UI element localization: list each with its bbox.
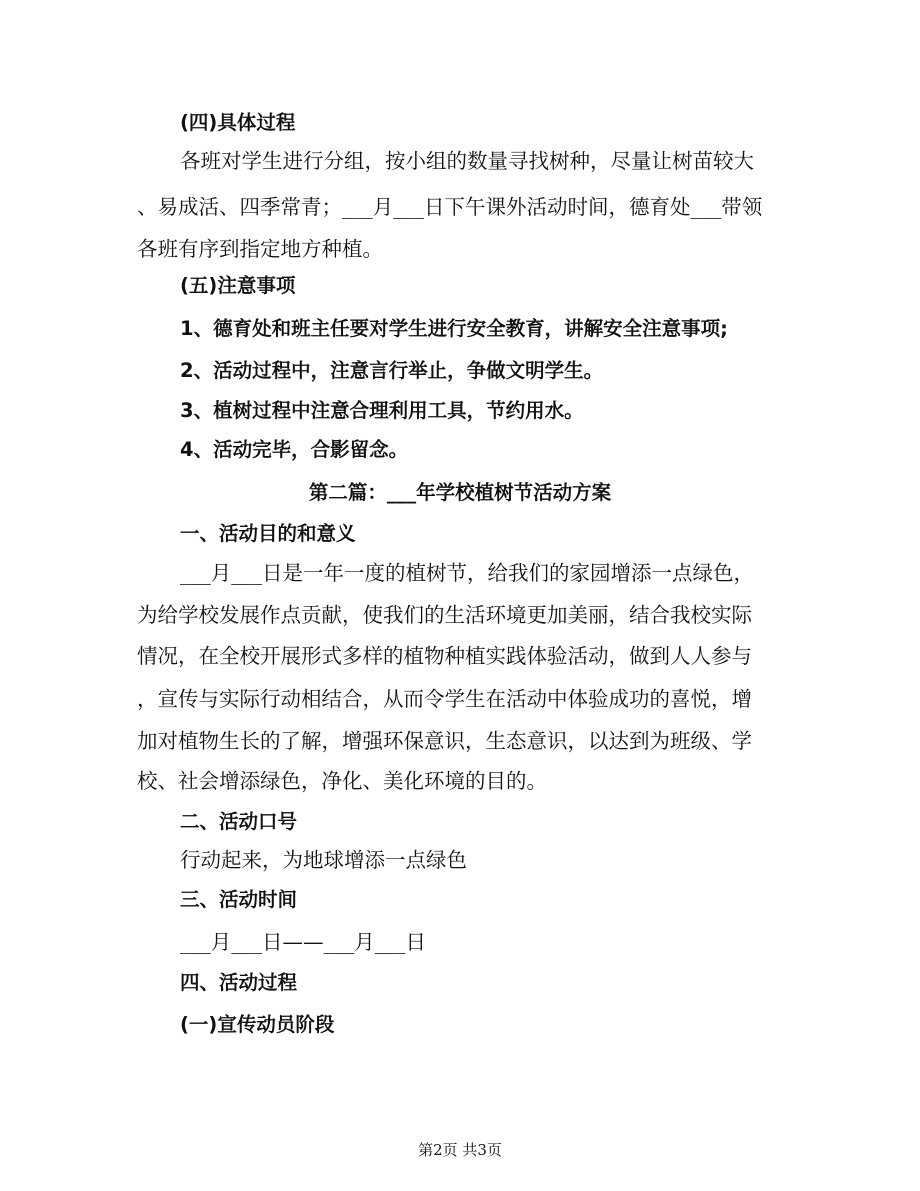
list-item: 3、植树过程中注意合理利用工具，节约用水。	[180, 399, 584, 422]
process-subheading: (一)宣传动员阶段	[180, 1013, 335, 1036]
part2-title: 第二篇：___年学校植树节活动方案	[308, 481, 612, 504]
slogan-heading: 二、活动口号	[180, 810, 298, 833]
paragraph-line: ___月___日是一年一度的植树节，给我们的家园增添一点绿色，	[180, 561, 754, 585]
purpose-heading: 一、活动目的和意义	[180, 522, 356, 545]
time-heading: 三、活动时间	[180, 888, 298, 911]
slogan-text: 行动起来，为地球增添一点绿色	[180, 848, 467, 872]
paragraph-line: 为给学校发展作点贡献，使我们的生活环境更加美丽，结合我校实际	[137, 603, 752, 627]
paragraph-line: 各班有序到指定地方种植。	[137, 237, 383, 261]
section4-heading: (四)具体过程	[180, 111, 296, 134]
paragraph-line: 加对植物生长的了解，增强环保意识，生态意识，以达到为班级、学	[137, 729, 752, 753]
time-text: ___月___日——___月___日	[180, 930, 426, 954]
list-item: 1、德育处和班主任要对学生进行安全教育，讲解安全注意事项;	[180, 317, 728, 340]
list-item: 4、活动完毕，合影留念。	[180, 438, 409, 461]
process-heading: 四、活动过程	[180, 971, 298, 994]
paragraph-line: 校、社会增添绿色，净化、美化环境的目的。	[137, 769, 547, 793]
paragraph-line: 情况，在全校开展形式多样的植物种植实践体验活动，做到人人参与	[137, 644, 752, 668]
section5-heading: (五)注意事项	[180, 274, 296, 297]
paragraph-line: ，宣传与实际行动相结合，从而令学生在活动中体验成功的喜悦，增	[137, 687, 752, 711]
paragraph-line: 、易成活、四季常青；___月___日下午课外活动时间，德育处___带领	[137, 195, 763, 219]
list-item: 2、活动过程中，注意言行举止，争做文明学生。	[180, 359, 604, 382]
paragraph-line: 各班对学生进行分组，按小组的数量寻找树种，尽量让树苗较大	[180, 149, 754, 173]
page-footer: 第2页 共3页	[418, 1141, 502, 1159]
